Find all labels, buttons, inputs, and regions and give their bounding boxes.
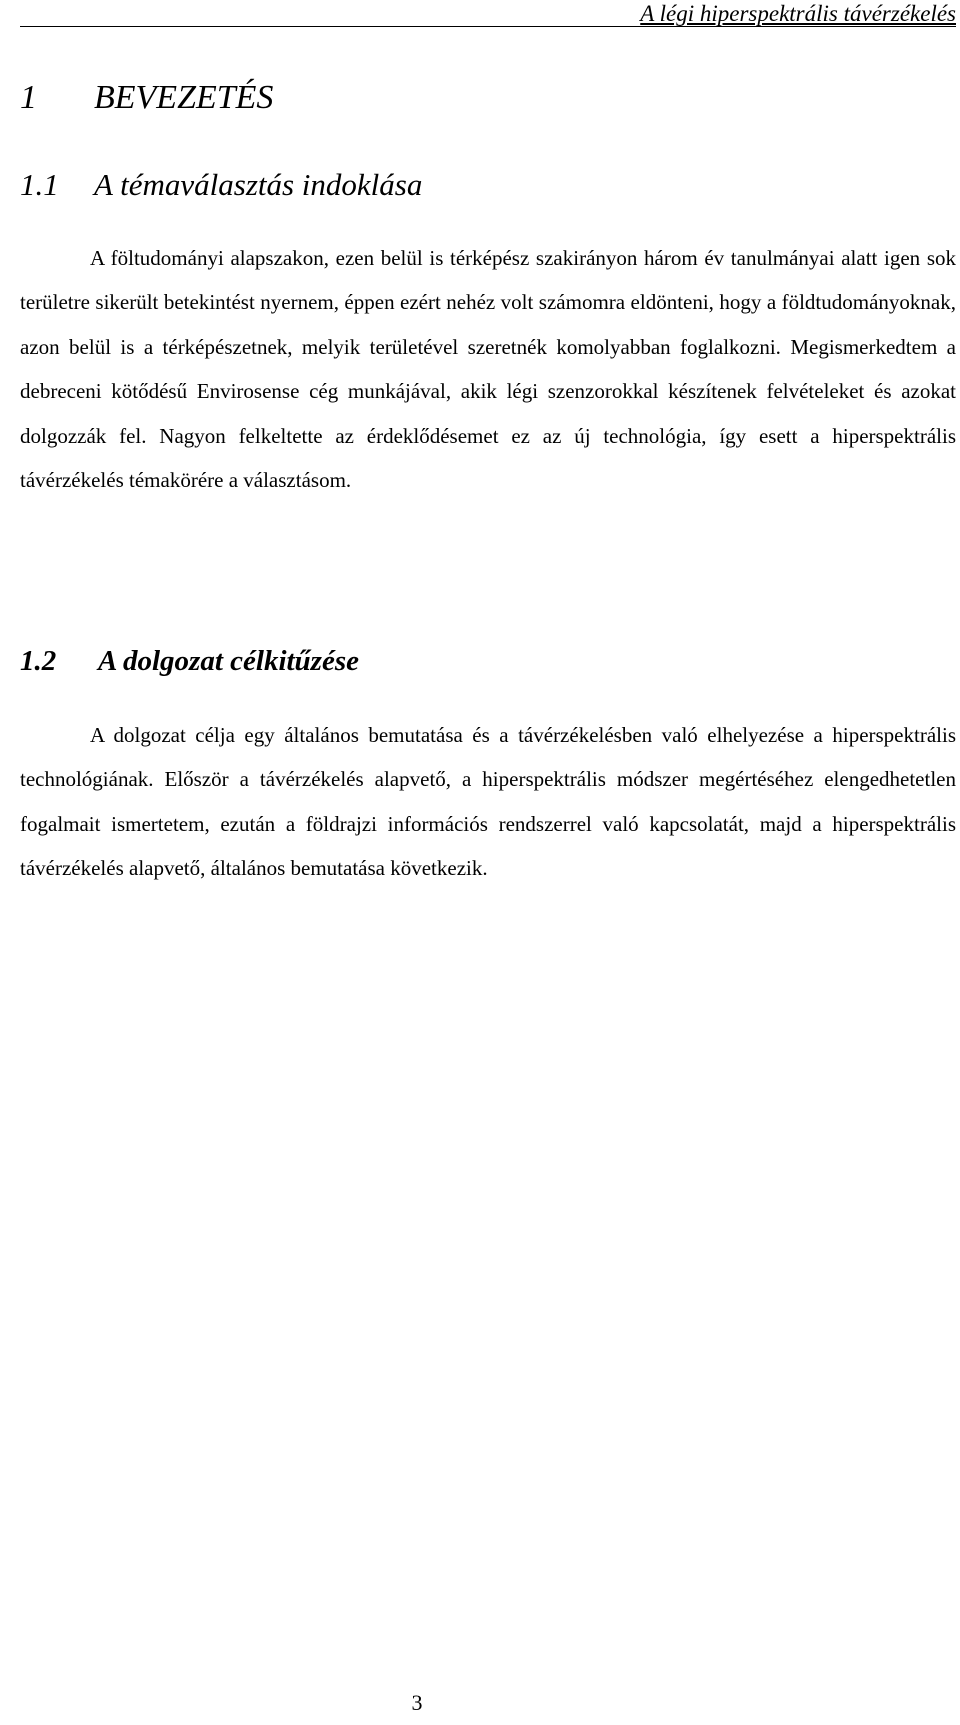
section-title: A témaválasztás indoklása — [94, 167, 423, 202]
section-number: 1.2 — [20, 645, 57, 677]
chapter-number: 1 — [20, 79, 37, 116]
section-heading-1-2 — [20, 643, 359, 679]
chapter-heading — [20, 78, 273, 118]
section-title: A dolgozat célkitűzése — [98, 645, 359, 677]
running-header-title: A légi hiperspektrális távérzékelés — [640, 1, 956, 26]
section-heading-1-1 — [20, 166, 422, 204]
section-paragraph-1-1: A föltudományi alapszakon, ezen belül is térképész szakirányon három év tanulmányai alatt igen sok területre sikerült betekintést nyernem, éppen ezért nehéz volt számomra eldönteni, hogy a földtudományoknak, azon belül is a térképészetnek, melyik területével szeretnék komolyabban foglalkozni. Megismerkedtem a debreceni kötődésű Envirosense cég munkájával, akik légi szenzorokkal készítenek felvételeket és azokat dolgozzák fel. Nagyon felkeltette az érdeklődésemet ez az új technológia, így esett a hiperspektrális távérzékelés témakörére a választásom. — [20, 246, 956, 493]
running-header — [20, 0, 956, 27]
section-paragraph-1-2: A dolgozat célja egy általános bemutatása és a távérzékelésben való elhelyezése a hiperspektrális technológiának. Először a távérzékelés alapvető, a hiperspektrális módszer megértéséhez elengedhetetlen fogalmait ismertetem, ezután a földrajzi információs rendszerrel való kapcsolatát, majd a hiperspektrális távérzékelés alapvető, általános bemutatása következik. — [20, 723, 956, 881]
page-number — [0, 1690, 960, 1716]
section-number: 1.1 — [20, 167, 59, 202]
chapter-title: BEVEZETÉS — [94, 79, 274, 116]
page-number-value: 3 — [411, 1690, 423, 1715]
